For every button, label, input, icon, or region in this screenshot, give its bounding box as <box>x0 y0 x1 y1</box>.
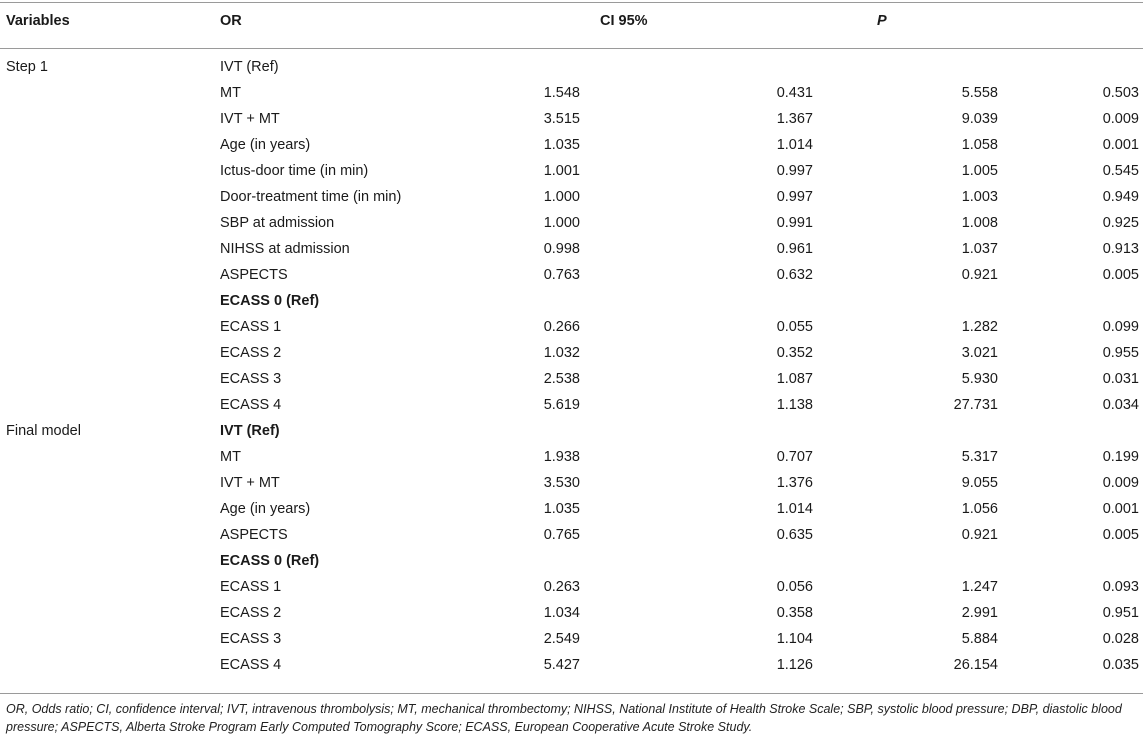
table-row <box>0 236 1143 262</box>
row-ci-upper: 5.930 <box>961 371 998 387</box>
row-p-value: 0.099 <box>1102 319 1139 335</box>
row-ci-upper <box>880 54 998 80</box>
table-row <box>0 106 1143 132</box>
row-ci-lower: 1.087 <box>776 371 813 387</box>
row-ci-upper: 1.003 <box>961 189 998 205</box>
row-or: 5.619 <box>543 397 580 413</box>
row-ci-lower: 0.635 <box>776 527 813 543</box>
row-or: 1.035 <box>543 137 580 153</box>
row-ci-lower: 0.997 <box>776 163 813 179</box>
row-or: 3.530 <box>543 475 580 491</box>
row-variable: IVT (Ref) <box>220 59 279 75</box>
header-ci: CI 95% <box>600 13 648 29</box>
header-rule <box>0 48 1143 49</box>
row-p-value: 0.199 <box>1102 449 1139 465</box>
row-variable: ECASS 1 <box>220 319 282 335</box>
row-p-value: 0.009 <box>1102 111 1139 127</box>
row-ci-lower: 0.991 <box>776 215 813 231</box>
table-row <box>0 626 1143 652</box>
row-ci-upper: 2.991 <box>961 605 998 621</box>
row-p-value: 0.093 <box>1102 579 1139 595</box>
row-or: 1.938 <box>543 449 580 465</box>
table-row <box>0 522 1143 548</box>
row-variable: NIHSS at admission <box>220 241 350 257</box>
row-ci-lower: 1.014 <box>776 137 813 153</box>
table-row <box>0 392 1143 418</box>
row-ci-upper <box>880 418 998 444</box>
row-p-value <box>1000 548 1139 574</box>
row-ci-upper: 0.921 <box>961 267 998 283</box>
table-row <box>0 496 1143 522</box>
row-ci-lower: 1.376 <box>776 475 813 491</box>
row-or: 0.266 <box>543 319 580 335</box>
row-variable: SBP at admission <box>220 215 335 231</box>
row-ci-lower: 0.961 <box>776 241 813 257</box>
row-ci-upper: 27.731 <box>953 397 998 413</box>
row-ci-upper: 1.008 <box>961 215 998 231</box>
row-or: 0.263 <box>543 579 580 595</box>
row-or: 2.538 <box>543 371 580 387</box>
row-p-value: 0.031 <box>1102 371 1139 387</box>
row-variable: ECASS 2 <box>220 605 282 621</box>
row-ci-lower: 1.367 <box>776 111 813 127</box>
row-ci-upper: 1.247 <box>961 579 998 595</box>
row-or: 0.765 <box>543 527 580 543</box>
row-ci-upper: 1.005 <box>961 163 998 179</box>
row-or: 3.515 <box>543 111 580 127</box>
row-or: 1.000 <box>543 189 580 205</box>
row-variable: MT <box>220 449 241 465</box>
row-variable: ECASS 3 <box>220 631 282 647</box>
row-or: 1.034 <box>543 605 580 621</box>
table-row <box>0 210 1143 236</box>
row-p-value: 0.949 <box>1102 189 1139 205</box>
row-or: 1.035 <box>543 501 580 517</box>
row-p-value: 0.913 <box>1102 241 1139 257</box>
table-row <box>0 262 1143 288</box>
table-row <box>0 80 1143 106</box>
table-row <box>0 548 1143 574</box>
row-or: 1.000 <box>543 215 580 231</box>
table-top-rule <box>0 2 1143 3</box>
table-row <box>0 444 1143 470</box>
row-variable: ECASS 1 <box>220 579 282 595</box>
row-ci-upper: 9.039 <box>961 111 998 127</box>
row-variable: ECASS 4 <box>220 657 282 673</box>
row-ci-upper: 1.058 <box>961 137 998 153</box>
row-variable: IVT + MT <box>220 111 280 127</box>
row-p-value: 0.001 <box>1102 501 1139 517</box>
row-ci-upper: 3.021 <box>961 345 998 361</box>
row-ci-upper: 1.056 <box>961 501 998 517</box>
row-p-value: 0.034 <box>1102 397 1139 413</box>
row-or <box>460 54 580 80</box>
row-ci-lower: 0.056 <box>776 579 813 595</box>
row-p-value: 0.925 <box>1102 215 1139 231</box>
row-ci-lower: 0.358 <box>776 605 813 621</box>
row-variable: Door-treatment time (in min) <box>220 189 402 205</box>
row-variable: ASPECTS <box>220 527 288 543</box>
row-ci-upper: 1.037 <box>961 241 998 257</box>
row-ci-lower: 1.014 <box>776 501 813 517</box>
row-variable: Age (in years) <box>220 137 311 153</box>
row-or <box>460 288 580 314</box>
row-ci-lower: 1.104 <box>776 631 813 647</box>
row-ci-lower <box>700 548 813 574</box>
table-row <box>0 600 1143 626</box>
row-or: 1.032 <box>543 345 580 361</box>
row-variable: ECASS 0 (Ref) <box>220 553 320 569</box>
row-or: 0.998 <box>543 241 580 257</box>
header-p: P <box>877 13 887 29</box>
row-ci-upper: 1.282 <box>961 319 998 335</box>
row-ci-lower: 1.126 <box>776 657 813 673</box>
row-or: 1.548 <box>543 85 580 101</box>
row-ci-lower <box>700 54 813 80</box>
table-row <box>0 652 1143 678</box>
row-or <box>460 418 580 444</box>
row-p-value: 0.545 <box>1102 163 1139 179</box>
row-variable: IVT (Ref) <box>220 423 280 439</box>
row-group-label: Final model <box>6 423 81 439</box>
row-p-value: 0.005 <box>1102 267 1139 283</box>
row-ci-lower: 0.352 <box>776 345 813 361</box>
row-p-value: 0.951 <box>1102 605 1139 621</box>
row-ci-upper <box>880 548 998 574</box>
row-variable: ECASS 2 <box>220 345 282 361</box>
row-ci-lower: 1.138 <box>776 397 813 413</box>
row-variable: Ictus-door time (in min) <box>220 163 369 179</box>
row-ci-lower: 0.707 <box>776 449 813 465</box>
row-variable: ECASS 0 (Ref) <box>220 293 320 309</box>
row-p-value: 0.005 <box>1102 527 1139 543</box>
table-row <box>0 418 1143 444</box>
row-ci-lower <box>700 288 813 314</box>
row-or: 1.001 <box>543 163 580 179</box>
row-ci-lower <box>700 418 813 444</box>
row-variable: ECASS 4 <box>220 397 282 413</box>
row-ci-upper: 26.154 <box>953 657 998 673</box>
row-variable: MT <box>220 85 241 101</box>
table-row <box>0 340 1143 366</box>
table-row <box>0 132 1143 158</box>
row-ci-upper: 5.884 <box>961 631 998 647</box>
row-p-value: 0.503 <box>1102 85 1139 101</box>
row-p-value: 0.028 <box>1102 631 1139 647</box>
table-row <box>0 470 1143 496</box>
row-group-label: Step 1 <box>6 59 48 75</box>
row-variable: ECASS 3 <box>220 371 282 387</box>
header-variables: Variables <box>6 13 70 29</box>
row-variable: IVT + MT <box>220 475 280 491</box>
table-row <box>0 574 1143 600</box>
row-ci-lower: 0.055 <box>776 319 813 335</box>
row-p-value: 0.009 <box>1102 475 1139 491</box>
table-bottom-rule <box>0 693 1143 694</box>
table-row <box>0 184 1143 210</box>
row-p-value <box>1000 288 1139 314</box>
row-ci-lower: 0.997 <box>776 189 813 205</box>
header-or: OR <box>220 13 242 29</box>
row-or: 5.427 <box>543 657 580 673</box>
row-variable: Age (in years) <box>220 501 311 517</box>
row-ci-lower: 0.632 <box>776 267 813 283</box>
table-footnote: OR, Odds ratio; CI, confidence interval; IVT, intravenous thrombolysis; MT, mechanical thrombectomy; NIHSS, National Institute of Health Stroke Scale; SBP, systolic blood pressure; DBP, diastolic blood pressure; ASPECTS, Alberta Stroke Program Early Computed Tomography Score; ECASS, European Cooperative Acute Stroke Study. <box>6 702 1122 734</box>
row-ci-upper <box>880 288 998 314</box>
row-or: 0.763 <box>543 267 580 283</box>
row-p-value: 0.035 <box>1102 657 1139 673</box>
row-ci-lower: 0.431 <box>776 85 813 101</box>
row-p-value <box>1000 418 1139 444</box>
table-row <box>0 54 1143 80</box>
row-p-value <box>1000 54 1139 80</box>
row-ci-upper: 9.055 <box>961 475 998 491</box>
row-ci-upper: 0.921 <box>961 527 998 543</box>
table-row <box>0 158 1143 184</box>
row-p-value: 0.955 <box>1102 345 1139 361</box>
row-ci-upper: 5.317 <box>961 449 998 465</box>
table-row <box>0 314 1143 340</box>
row-ci-upper: 5.558 <box>961 85 998 101</box>
table-row <box>0 366 1143 392</box>
row-or: 2.549 <box>543 631 580 647</box>
row-variable: ASPECTS <box>220 267 288 283</box>
row-or <box>460 548 580 574</box>
row-p-value: 0.001 <box>1102 137 1139 153</box>
table-row <box>0 288 1143 314</box>
